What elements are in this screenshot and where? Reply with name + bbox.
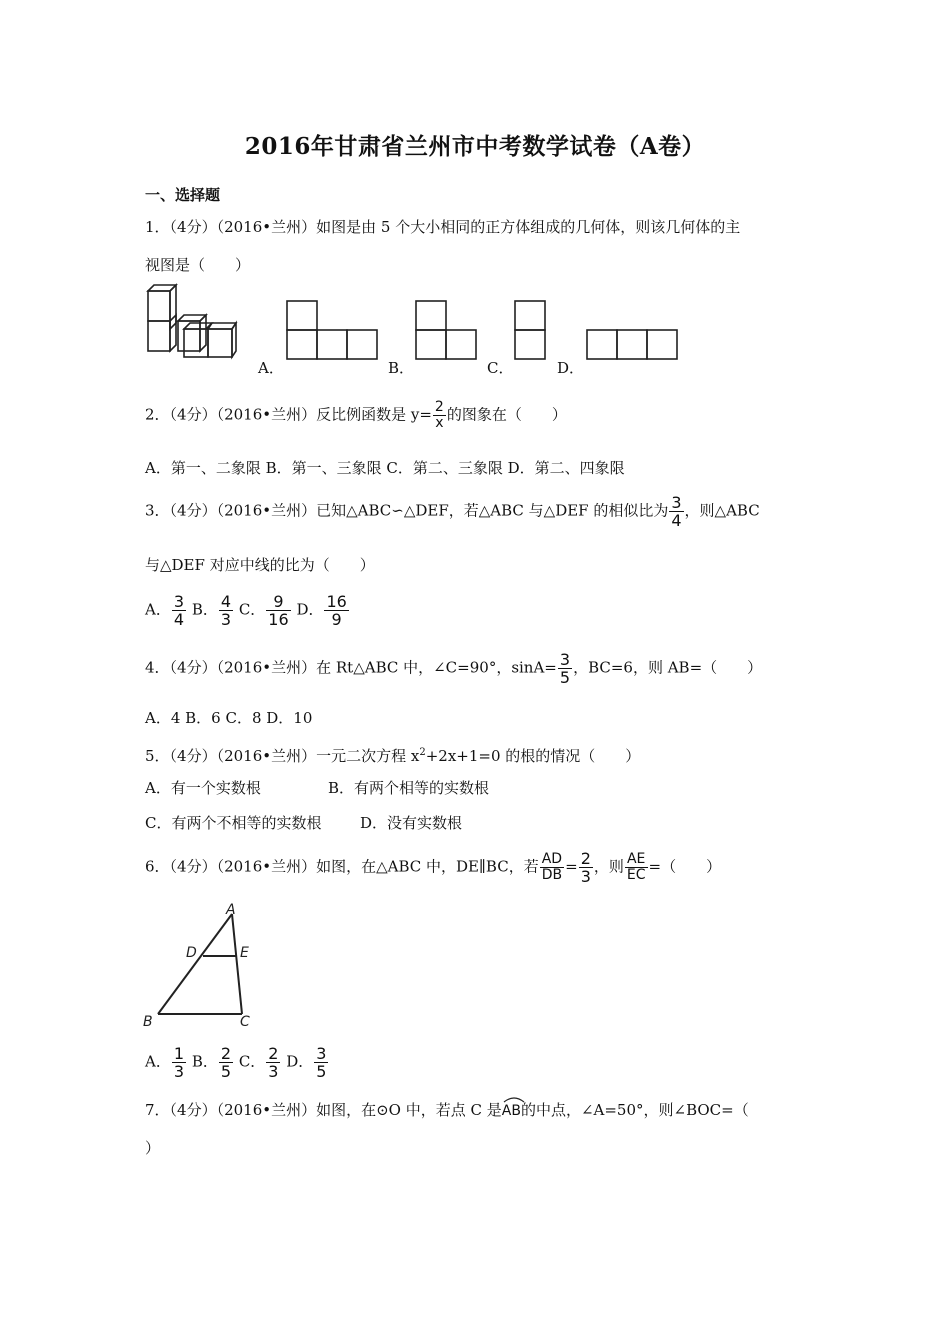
- point-d-label: D: [186, 945, 197, 961]
- q3-option-b-fraction: $\frac{4}{3}$: [220, 592, 232, 629]
- q6-options: A． $\frac{1}{3}$ B． $\frac{2}{5}$ C． $\frac{2}{3}$ D． $\frac{3}{5}$: [145, 1044, 327, 1081]
- q6-option-d-fraction: $\frac{3}{5}$: [316, 1044, 327, 1081]
- q1-option-d-figure: [586, 329, 678, 361]
- q2-fraction: $\frac{2}{x}$: [434, 399, 444, 431]
- q6-option-a-fraction: $\frac{1}{3}$: [173, 1044, 185, 1081]
- q1-option-c-figure: [514, 300, 546, 360]
- q1-option-a-figure: [286, 300, 378, 360]
- q3-stem: 3．（4分）（2016•兰州）已知△ABC∽△DEF，若△ABC 与△DEF 的相似比为 $\frac{3}{4}$ ，则△ABC: [145, 493, 760, 530]
- q5-option-b: B．有两个相等的实数根: [328, 779, 490, 797]
- vertex-b-label: B: [143, 1014, 153, 1030]
- q6-fraction-ad-db: $\frac{AD}{DB}$: [541, 851, 563, 883]
- q1-option-c-label: C．: [487, 359, 514, 377]
- q1-option-b-figure: [415, 300, 477, 360]
- q7-stem: 7．（4分）（2016•兰州）如图，在⊙O 中，若点 C 是 AB的中点，∠A=50°，则∠BOC=（: [145, 1100, 749, 1121]
- q3-option-c-fraction: $\frac{9}{16}$: [268, 592, 289, 629]
- q3-option-a-fraction: $\frac{3}{4}$: [173, 592, 185, 629]
- q5-option-a: A．有一个实数根: [145, 779, 261, 797]
- q6-option-b-fraction: $\frac{2}{5}$: [220, 1044, 232, 1081]
- cube-face: [148, 291, 170, 321]
- q4-fraction: $\frac{3}{5}$: [559, 650, 571, 687]
- q2-options: A．第一、二象限 B．第一、三象限 C．第二、三象限 D．第二、四象限: [145, 459, 625, 477]
- q7-line2: ）: [145, 1139, 161, 1157]
- section-heading: 一、选择题: [145, 186, 221, 204]
- page-title: 2016年甘肃省兰州市中考数学试卷（A卷）: [244, 133, 706, 160]
- q6-fraction-ae-ec: $\frac{AE}{EC}$: [626, 851, 646, 883]
- q1-option-b-label: B．: [388, 359, 415, 377]
- point-e-label: E: [240, 945, 249, 961]
- q1-option-d-label: D．: [557, 359, 585, 377]
- q1-option-a-label: A．: [258, 359, 284, 377]
- q3-options: A． $\frac{3}{4}$ B． $\frac{4}{3}$ C． $\frac{9}{16}$ D． $\frac{16}{9}$: [145, 592, 347, 629]
- q5-stem: 5．（4分）（2016•兰州）一元二次方程 $x^2+2x+1=0$ 的根的情况（ ）: [145, 747, 641, 765]
- q1-solid-figure: [140, 283, 240, 361]
- q1-line2: 视图是（ ）: [145, 256, 251, 274]
- q5-option-d: D．没有实数根: [360, 814, 463, 832]
- q2-stem: 2．（4分）（2016•兰州）反比例函数是 y= $\frac{2}{x}$ 的图象在（ ）: [145, 399, 567, 431]
- q1-line1: 1．（4分）（2016•兰州）如图是由 5 个大小相同的正方体组成的几何体，则该几何体的主: [145, 218, 741, 236]
- vertex-a-label: A: [226, 902, 236, 918]
- q6-fraction-2-3: $\frac{2}{3}$: [580, 849, 591, 886]
- q4-stem: 4．（4分）（2016•兰州）在 Rt△ABC 中，∠C=90°，sinA= $\frac{3}{5}$ ，BC=6，则 AB=（ ）: [145, 650, 763, 687]
- q3-fraction: $\frac{3}{4}$: [671, 493, 682, 530]
- q6-option-c-fraction: $\frac{2}{3}$: [268, 1044, 279, 1081]
- q6-stem: 6．（4分）（2016•兰州）如图，在△ABC 中，DE∥BC，若 $\frac{AD}{DB}$ = $\frac{2}{3}$ ，则 $\frac{AE}{EC}$ =（ ）: [145, 849, 722, 886]
- q3-option-d-fraction: $\frac{16}{9}$: [326, 592, 347, 629]
- arc-mark-icon: [502, 1095, 526, 1103]
- vertex-c-label: C: [240, 1014, 250, 1030]
- q7-arc-ab: AB: [502, 1101, 521, 1121]
- q5-option-c: C．有两个不相等的实数根: [145, 814, 322, 832]
- q4-options: A．4 B．6 C．8 D．10: [145, 709, 313, 727]
- q6-triangle-figure: [140, 900, 260, 1032]
- q3-line2: 与△DEF 对应中线的比为（ ）: [145, 556, 375, 574]
